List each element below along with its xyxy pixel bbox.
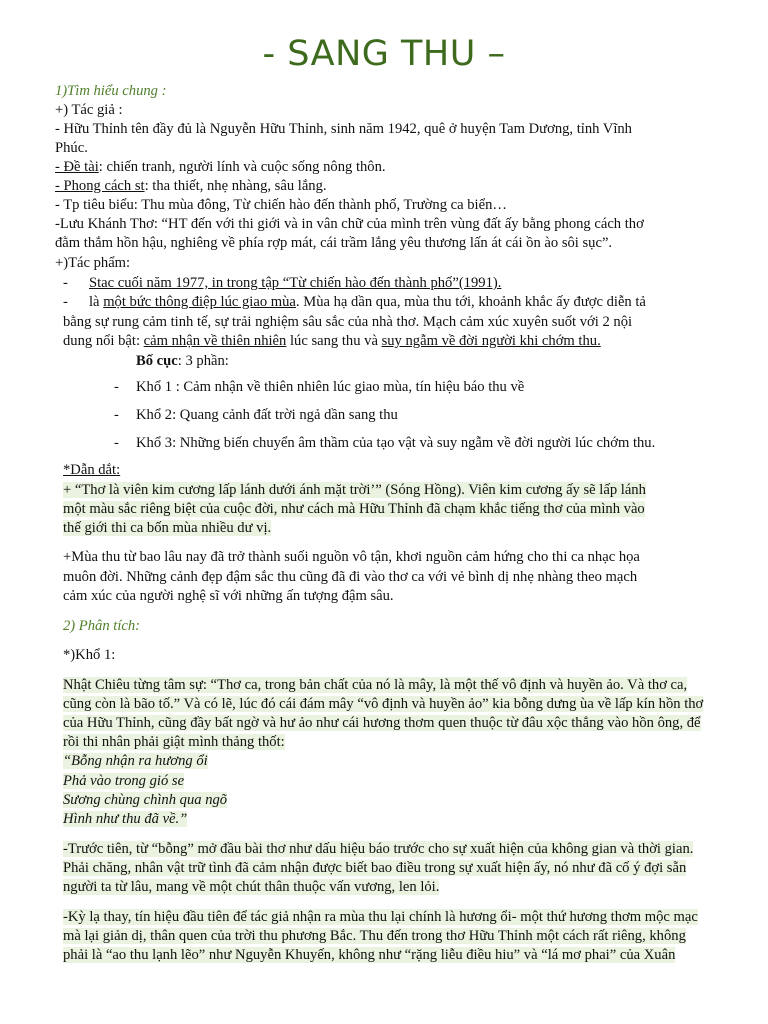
tacpham-item-2-underlined: một bức thông điệp lúc giao mùa	[103, 294, 296, 310]
bocuc-line	[136, 352, 229, 371]
detai-label: - Đề tài	[55, 159, 99, 175]
dandat-p1-line-1	[63, 481, 646, 500]
tacpham-content-2: suy ngẫm về đời người khi chớm thu.	[381, 333, 601, 349]
tacpham-item-1-text: Stac cuối năm 1977, in trong tập “Từ chiến hào đến thành phố”(1991).	[89, 275, 502, 291]
para3-line-1	[63, 908, 698, 927]
para2-line-3-text: người ta từ lâu, mang về một chút thân thuộc vấn vương, len lỏi.	[63, 879, 440, 895]
tacpham-item-2-line-2: bằng sự rung cảm tinh tế, sự trải nghiệm sâu sắc của nhà thơ. Mạch cảm xúc xuyên suốt với 2 nội	[63, 314, 633, 330]
tp-tieubieu-line: - Tp tiêu biểu: Thu mùa đông, Từ chiến hào đến thành phố, Trường ca biển…	[55, 197, 507, 213]
phongcach-line	[55, 177, 327, 196]
poem-line-1	[63, 752, 208, 771]
tacpham-item-2-pre: là	[89, 294, 104, 310]
section1-heading: 1)Tìm hiểu chung :	[55, 83, 167, 99]
kho-3-item	[114, 434, 655, 453]
para1-line-4-text: rồi thi nhân phải giật mình thảng thốt:	[63, 734, 285, 750]
para1-line-3	[63, 714, 701, 733]
para3-line-2	[63, 927, 686, 946]
para2-line-3	[63, 878, 439, 897]
dandat-p2-line-3: cảm xúc của người nghệ sĩ với những ấn tượng đậm sâu.	[63, 588, 394, 604]
poem-line-2-text: Phả vào trong gió se	[63, 773, 185, 789]
phongcach-text: : tha thiết, nhẹ nhàng, sâu lắng.	[144, 178, 327, 194]
quote-line-2: đằm thắm hồn hậu, nghiêng về phía rợp mát, cái trầm lắng yêu thương lấn át cái ồn ào sôi sục”.	[55, 235, 613, 251]
tacpham-item-2-line-3-pre: dung nổi bật:	[63, 333, 144, 349]
kho1-heading: *)Khổ 1:	[63, 647, 116, 663]
para2-line-2	[63, 859, 686, 878]
detai-line	[55, 158, 386, 177]
bocuc-label: Bố cục	[136, 353, 178, 369]
para1-line-3-text: của Hữu Thỉnh, cũng đầy bất ngờ và hư ảo như cái hương thơm quen thuộc từ đâu xộc thẳng vào hồn ông, để	[63, 715, 701, 731]
quote-line-1: -Lưu Khánh Thơ: “HT đến với thi giới và in vân chữ của mình trên vùng đất ấy bằng phong cách thơ	[55, 216, 644, 232]
tacpham-item-2-line-3-mid: lúc sang thu và	[286, 333, 382, 349]
dandat-p1-line-3	[63, 519, 271, 538]
dandat-p1-line-3-text: thế giới thi ca bốn mùa nhiều dư vị.	[63, 520, 272, 536]
tacpham-item-2	[63, 293, 646, 312]
tacpham-item-1	[63, 274, 501, 293]
section2-heading: 2) Phân tích:	[63, 618, 141, 634]
dandat-p2-line-1: +Mùa thu từ bao lâu nay đã trở thành suối nguồn vô tận, khơi nguồn cảm hứng cho thi ca nhạc họa	[63, 549, 640, 565]
poem-line-1-text: “Bỗng nhận ra hương ổi	[63, 753, 208, 769]
kho-2-item	[114, 406, 398, 425]
dandat-p1-line-2-text: một màu sắc riêng biệt của cuộc đời, như cách mà Hữu Thỉnh đã chạm khắc tiếng thơ của mình vào	[63, 501, 645, 517]
bullet-dash: -	[63, 294, 68, 310]
kho-2-text: Khổ 2: Quang cảnh đất trời ngả dần sang thu	[136, 407, 398, 423]
para3-line-3	[63, 946, 675, 965]
para1-line-2	[63, 695, 703, 714]
tacgia-line-1: - Hữu Thỉnh tên đầy đủ là Nguyễn Hữu Thỉnh, sinh năm 1942, quê ở huyện Tam Dương, tỉnh Vĩnh	[55, 121, 632, 137]
dandat-p1-line-1-text: + “Thơ là viên kim cương lấp lánh dưới ánh mặt trời’” (Sóng Hồng). Viên kim cương ấy sẽ lấp lánh	[63, 482, 646, 498]
para2-line-1	[63, 840, 693, 859]
bullet-dash: -	[114, 435, 119, 451]
para1-line-1	[63, 676, 687, 695]
phongcach-label: - Phong cách st	[55, 178, 145, 194]
para3-line-1-text: -Kỳ lạ thay, tín hiệu đầu tiên để tác giả nhận ra mùa thu lại chính là hương ổi- một thứ hương thơm mộc mạc	[63, 909, 698, 925]
kho-1-text: Khổ 1 : Cảm nhận về thiên nhiên lúc giao mùa, tín hiệu báo thu về	[136, 379, 525, 395]
para2-line-1-text: -Trước tiên, từ “bỗng” mở đầu bài thơ như dấu hiệu báo trước cho sự xuất hiện của không gian và thời gian.	[63, 841, 694, 857]
tacpham-item-2-line-3	[63, 332, 601, 351]
bocuc-text: : 3 phần:	[177, 353, 229, 369]
poem-line-2	[63, 772, 184, 791]
dandat-label: *Dẫn dắt:	[63, 462, 121, 478]
bullet-dash: -	[114, 407, 119, 423]
para1-line-4	[63, 733, 285, 752]
poem-line-3-text: Sương chùng chình qua ngõ	[63, 792, 228, 808]
detai-text: : chiến tranh, người lính và cuộc sống nông thôn.	[98, 159, 386, 175]
tacpham-label: +)Tác phẩm:	[55, 255, 131, 271]
poem-line-4-text: Hình như thu đã về.”	[63, 811, 188, 827]
para3-line-2-text: mà lại giản dị, thân quen của trời thu phương Bắc. Thu đến trong thơ Hữu Thỉnh một cách rất riêng, không	[63, 928, 686, 944]
tacgia-line-2: Phúc.	[55, 140, 88, 156]
para1-line-2-text: cũng còn là bão tố.” Và có lẽ, lúc đó cái đám mây “vô định và huyền ảo” kia bỗng dưng ùa về lấp kín hồn thơ	[63, 696, 704, 712]
bullet-dash: -	[114, 379, 119, 395]
bullet-dash: -	[63, 275, 68, 291]
para1-line-1-text: Nhật Chiêu từng tâm sự: “Thơ ca, trong bản chất của nó là mây, là một thế vô định và huyền ảo. Và thơ ca,	[63, 677, 688, 693]
para2-line-2-text: Phải chăng, nhân vật trữ tình đã cảm nhận được biết bao điều trong sự xuất hiện ấy, nó như đã cố ý đợi sẵn	[63, 860, 687, 876]
kho-1-item	[114, 378, 524, 397]
poem-line-3	[63, 791, 227, 810]
dandat-p2-line-2: muôn đời. Những cảnh đẹp đậm sắc thu cũng đã đi vào thơ ca với vẻ bình dị nhẹ nhàng theo mạch	[63, 569, 638, 585]
tacgia-label: +) Tác giả :	[55, 102, 123, 118]
document-title: - SANG THU –	[262, 34, 506, 74]
dandat-p1-line-2	[63, 500, 645, 519]
tacpham-content-1: cảm nhận về thiên nhiên	[143, 333, 287, 349]
tacpham-item-2-post: . Mùa hạ dần qua, mùa thu tới, khoảnh khắc ấy được diễn tả	[295, 294, 646, 310]
poem-line-4	[63, 810, 187, 829]
para3-line-3-text: phải là “ao thu lạnh lẽo” như Nguyễn Khuyến, không như “rặng liễu điều hiu” và “lá mơ phai” của Xuân	[63, 947, 676, 963]
kho-3-text: Khổ 3: Những biến chuyển âm thầm của tạo vật và suy ngẫm về đời người lúc chớm thu.	[136, 435, 656, 451]
